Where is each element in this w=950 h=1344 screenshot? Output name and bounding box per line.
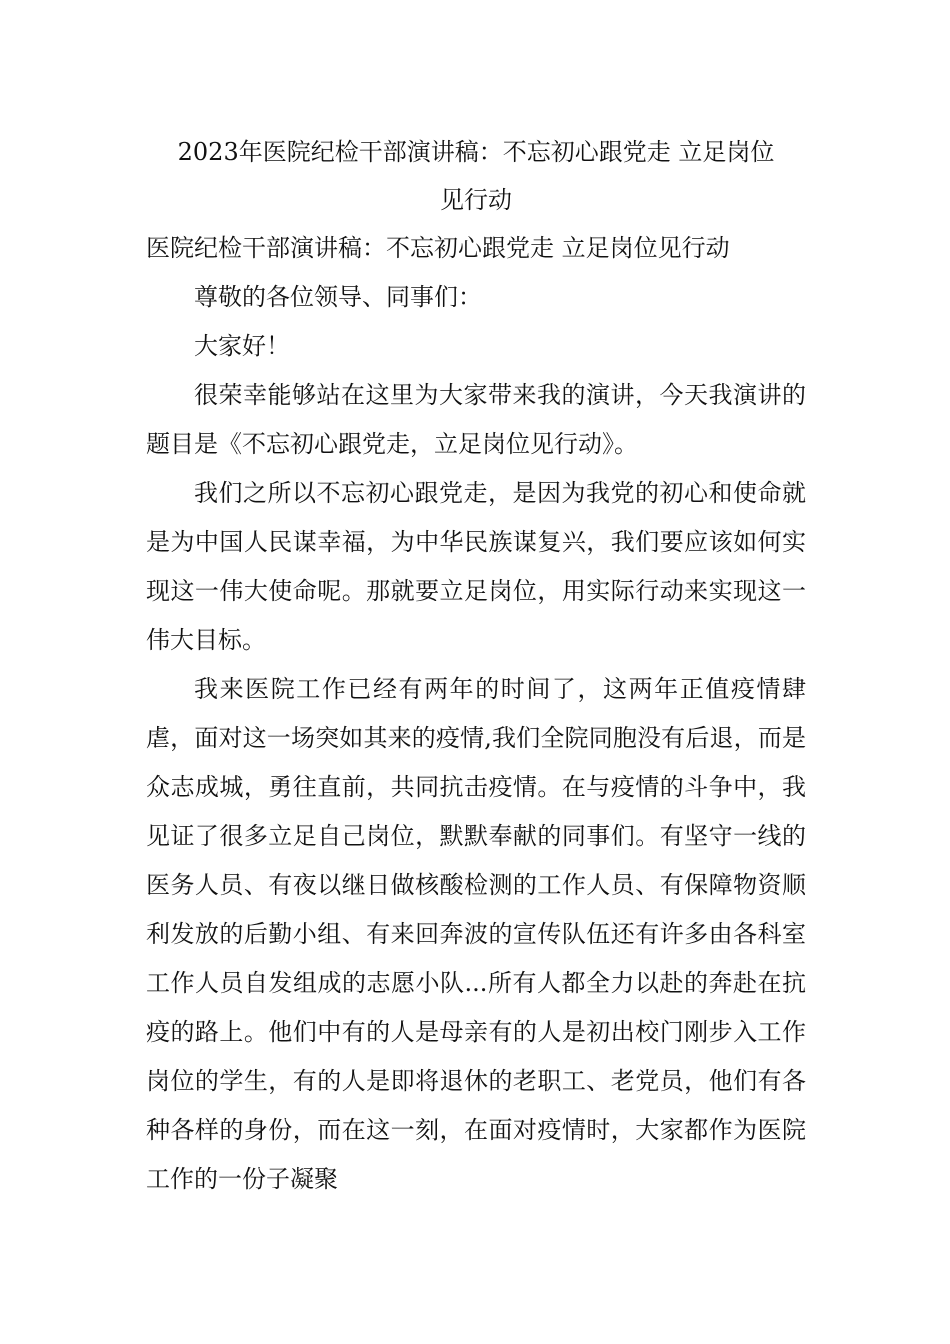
- paragraph-experience: 我来医院工作已经有两年的时间了，这两年正值疫情肆虐，面对这一场突如其来的疫情,我们全院同胞没有后退，而是众志成城，勇往直前，共同抗击疫情。在与疫情的斗争中，我见证了很多立足自己岗位，默默奉献的同事们。有坚守一线的医务人员、有夜以继日做核酸检测的工作人员、有保障物资顺利发放的后勤小组、有来回奔波的宣传队伍还有许多由各科室工作人员自发组成的志愿小队...所有人都全力以赴的奔赴在抗疫的路上。他们中有的人是母亲有的人是初出校门刚步入工作岗位的学生，有的人是即将退休的老职工、老党员，他们有各种各样的身份，而在这一刻，在面对疫情时，大家都作为医院工作的一份子凝聚: [146, 675, 806, 1193]
- paragraph-greeting: 大家好！: [194, 332, 290, 360]
- paragraph-intro: 很荣幸能够站在这里为大家带来我的演讲，今天我演讲的题目是《不忘初心跟党走，立足岗位见行动》。: [146, 381, 806, 458]
- paragraph-salutation: 尊敬的各位领导、同事们：: [194, 283, 482, 311]
- document-body: [146, 128, 806, 1204]
- document-subtitle: 医院纪检干部演讲稿：不忘初心跟党走 立足岗位见行动: [146, 234, 730, 262]
- document-title-line-1: 2023年医院纪检干部演讲稿：不忘初心跟党走 立足岗位: [177, 138, 775, 166]
- paragraph-mission: 我们之所以不忘初心跟党走，是因为我党的初心和使命就是为中国人民谋幸福，为中华民族谋复兴，我们要应该如何实现这一伟大使命呢。那就要立足岗位，用实际行动来实现这一伟大目标。: [146, 479, 806, 654]
- document-title-line-2: 见行动: [440, 186, 512, 214]
- document-title: [146, 128, 806, 224]
